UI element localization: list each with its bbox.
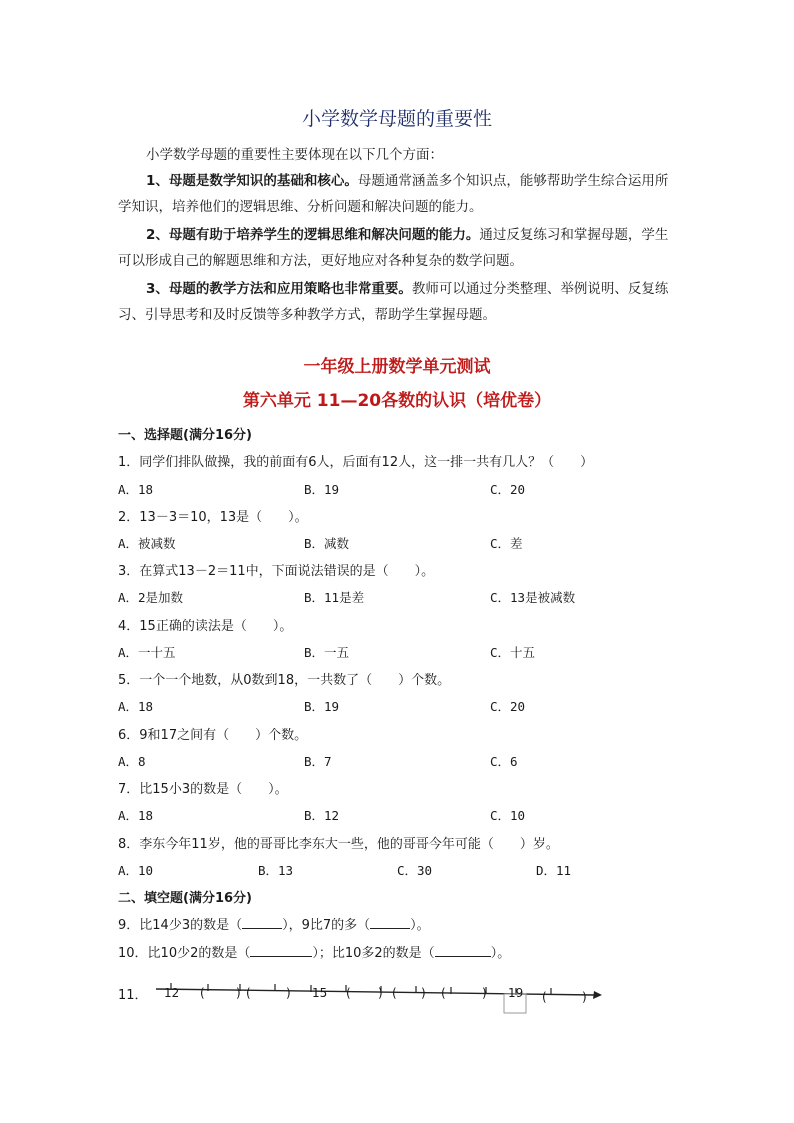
question-7: 7．比15小3的数是（ ）。	[118, 782, 288, 797]
question-6-options	[118, 752, 718, 770]
option-b[interactable]: B．11是差	[304, 590, 365, 605]
option-a[interactable]: A．18	[118, 808, 154, 823]
question-7-options	[118, 806, 718, 824]
option-d[interactable]: D．11	[536, 863, 572, 878]
option-a[interactable]: A．18	[118, 482, 154, 497]
option-b[interactable]: B．19	[304, 699, 340, 714]
section-choice-heading: 一、选择题(满分16分)	[118, 428, 252, 443]
question-3: 3．在算式13－2＝11中，下面说法错误的是（ ）。	[118, 564, 435, 579]
option-b[interactable]: B．19	[304, 482, 340, 497]
question-10-part: ）。	[490, 946, 511, 961]
answer-blank[interactable]	[435, 944, 491, 957]
option-a[interactable]: A．一十五	[118, 645, 176, 660]
intro-point-text: 教师可以通过分类整理、举例说明、反复练习、引导思考和及时反馈等多种教学方式，帮助学生掌握母题。	[118, 281, 669, 323]
option-a[interactable]: A．8	[118, 754, 146, 769]
question-5: 5．一个一个地数，从0数到18，一共数了（ ）个数。	[118, 673, 451, 688]
number-line-label: )	[236, 986, 241, 1000]
intro-point-lead: 3、母题的教学方法和应用策略也非常重要。	[146, 281, 412, 297]
question-1: 1．同学们排队做操，我的前面有6人，后面有12人，这一排一共有几人？（ ）	[118, 455, 594, 470]
number-line-label: (	[542, 990, 547, 1004]
number-line-label: )	[286, 986, 291, 1000]
option-b[interactable]: B．一五	[304, 645, 350, 660]
question-9-part: 9．比14少3的数是（	[118, 918, 243, 933]
question-9	[118, 914, 430, 933]
number-line-label: (	[392, 986, 397, 1000]
option-a[interactable]: A．被减数	[118, 536, 176, 551]
question-10	[118, 942, 510, 961]
question-4-options	[118, 643, 718, 661]
question-11-label: 11．	[118, 988, 148, 1003]
number-line-label: (	[441, 986, 446, 1000]
answer-blank[interactable]	[370, 916, 410, 929]
intro-point-3	[118, 276, 678, 328]
unit-title: 第六单元 11—20各数的认识（培优卷）	[242, 391, 552, 411]
number-line-label: )	[482, 986, 487, 1000]
intro-point-text: 母题通常涵盖多个知识点，能够帮助学生综合运用所学知识，培养他们的逻辑思维、分析问题和解决问题的能力。	[118, 173, 669, 215]
option-c[interactable]: C．20	[490, 482, 526, 497]
question-9-part: ），9比7的多（	[282, 918, 371, 933]
question-6: 6．9和17之间有（ ）个数。	[118, 728, 308, 743]
question-9-part: ）。	[410, 918, 430, 933]
intro-point-text: 通过反复练习和掌握母题，学生可以形成自己的解题思维和方法，更好地应对各种复杂的数学问题。	[118, 227, 669, 269]
question-11-number-line	[118, 975, 608, 1023]
option-c[interactable]: C．30	[397, 863, 433, 878]
option-c[interactable]: C．10	[490, 808, 526, 823]
intro-title: 小学数学母题的重要性	[301, 108, 492, 130]
intro-point-2	[118, 222, 678, 274]
option-c[interactable]: C．13是被减数	[490, 590, 576, 605]
option-b[interactable]: B．7	[304, 754, 332, 769]
question-10-part: 10．比10少2的数是（	[118, 946, 251, 961]
intro-point-lead: 2、母题有助于培养学生的逻辑思维和解决问题的能力。	[146, 227, 480, 243]
question-8-options	[118, 861, 718, 879]
option-b[interactable]: B．13	[258, 863, 294, 878]
option-a[interactable]: A．18	[118, 699, 154, 714]
question-8: 8．李东今年11岁，他的哥哥比李东大一些，他的哥哥今年可能（ ）岁。	[118, 837, 559, 852]
option-c[interactable]: C．差	[490, 536, 523, 551]
answer-blank[interactable]	[250, 944, 312, 957]
intro-point-lead: 1、母题是数学知识的基础和核心。	[146, 173, 358, 189]
number-line-label: (	[200, 986, 205, 1000]
number-line-graphic	[118, 975, 608, 1023]
number-line-label: )	[421, 986, 426, 1000]
section-fill-heading: 二、填空题(满分16分)	[118, 891, 252, 906]
intro-opening: 小学数学母题的重要性主要体现在以下几个方面：	[146, 147, 443, 163]
number-line-label: 15	[312, 986, 328, 1000]
answer-blank[interactable]	[242, 916, 282, 929]
question-5-options	[118, 697, 718, 715]
question-2-options	[118, 534, 718, 552]
option-c[interactable]: C．6	[490, 754, 518, 769]
question-1-options	[118, 480, 718, 498]
option-a[interactable]: A．2是加数	[118, 590, 184, 605]
number-line-label: (	[346, 986, 351, 1000]
option-c[interactable]: C．十五	[490, 645, 536, 660]
option-b[interactable]: B．12	[304, 808, 340, 823]
number-line-label: 19	[508, 986, 524, 1000]
question-10-part: ）；比10多2的数是（	[312, 946, 435, 961]
question-2: 2．13－3＝10，13是（ ）。	[118, 510, 308, 525]
number-line-label: )	[378, 986, 383, 1000]
question-4: 4．15正确的读法是（ ）。	[118, 619, 293, 634]
test-title: 一年级上册数学单元测试	[303, 357, 491, 377]
number-line-label: 12	[164, 986, 180, 1000]
option-b[interactable]: B．减数	[304, 536, 350, 551]
number-line-label: )	[582, 990, 587, 1004]
number-line-axis	[156, 989, 594, 995]
option-a[interactable]: A．10	[118, 863, 154, 878]
question-3-options	[118, 588, 718, 606]
arrow-head-icon	[593, 991, 602, 999]
intro-point-1	[118, 168, 678, 220]
number-line-label: (	[246, 986, 251, 1000]
option-c[interactable]: C．20	[490, 699, 526, 714]
